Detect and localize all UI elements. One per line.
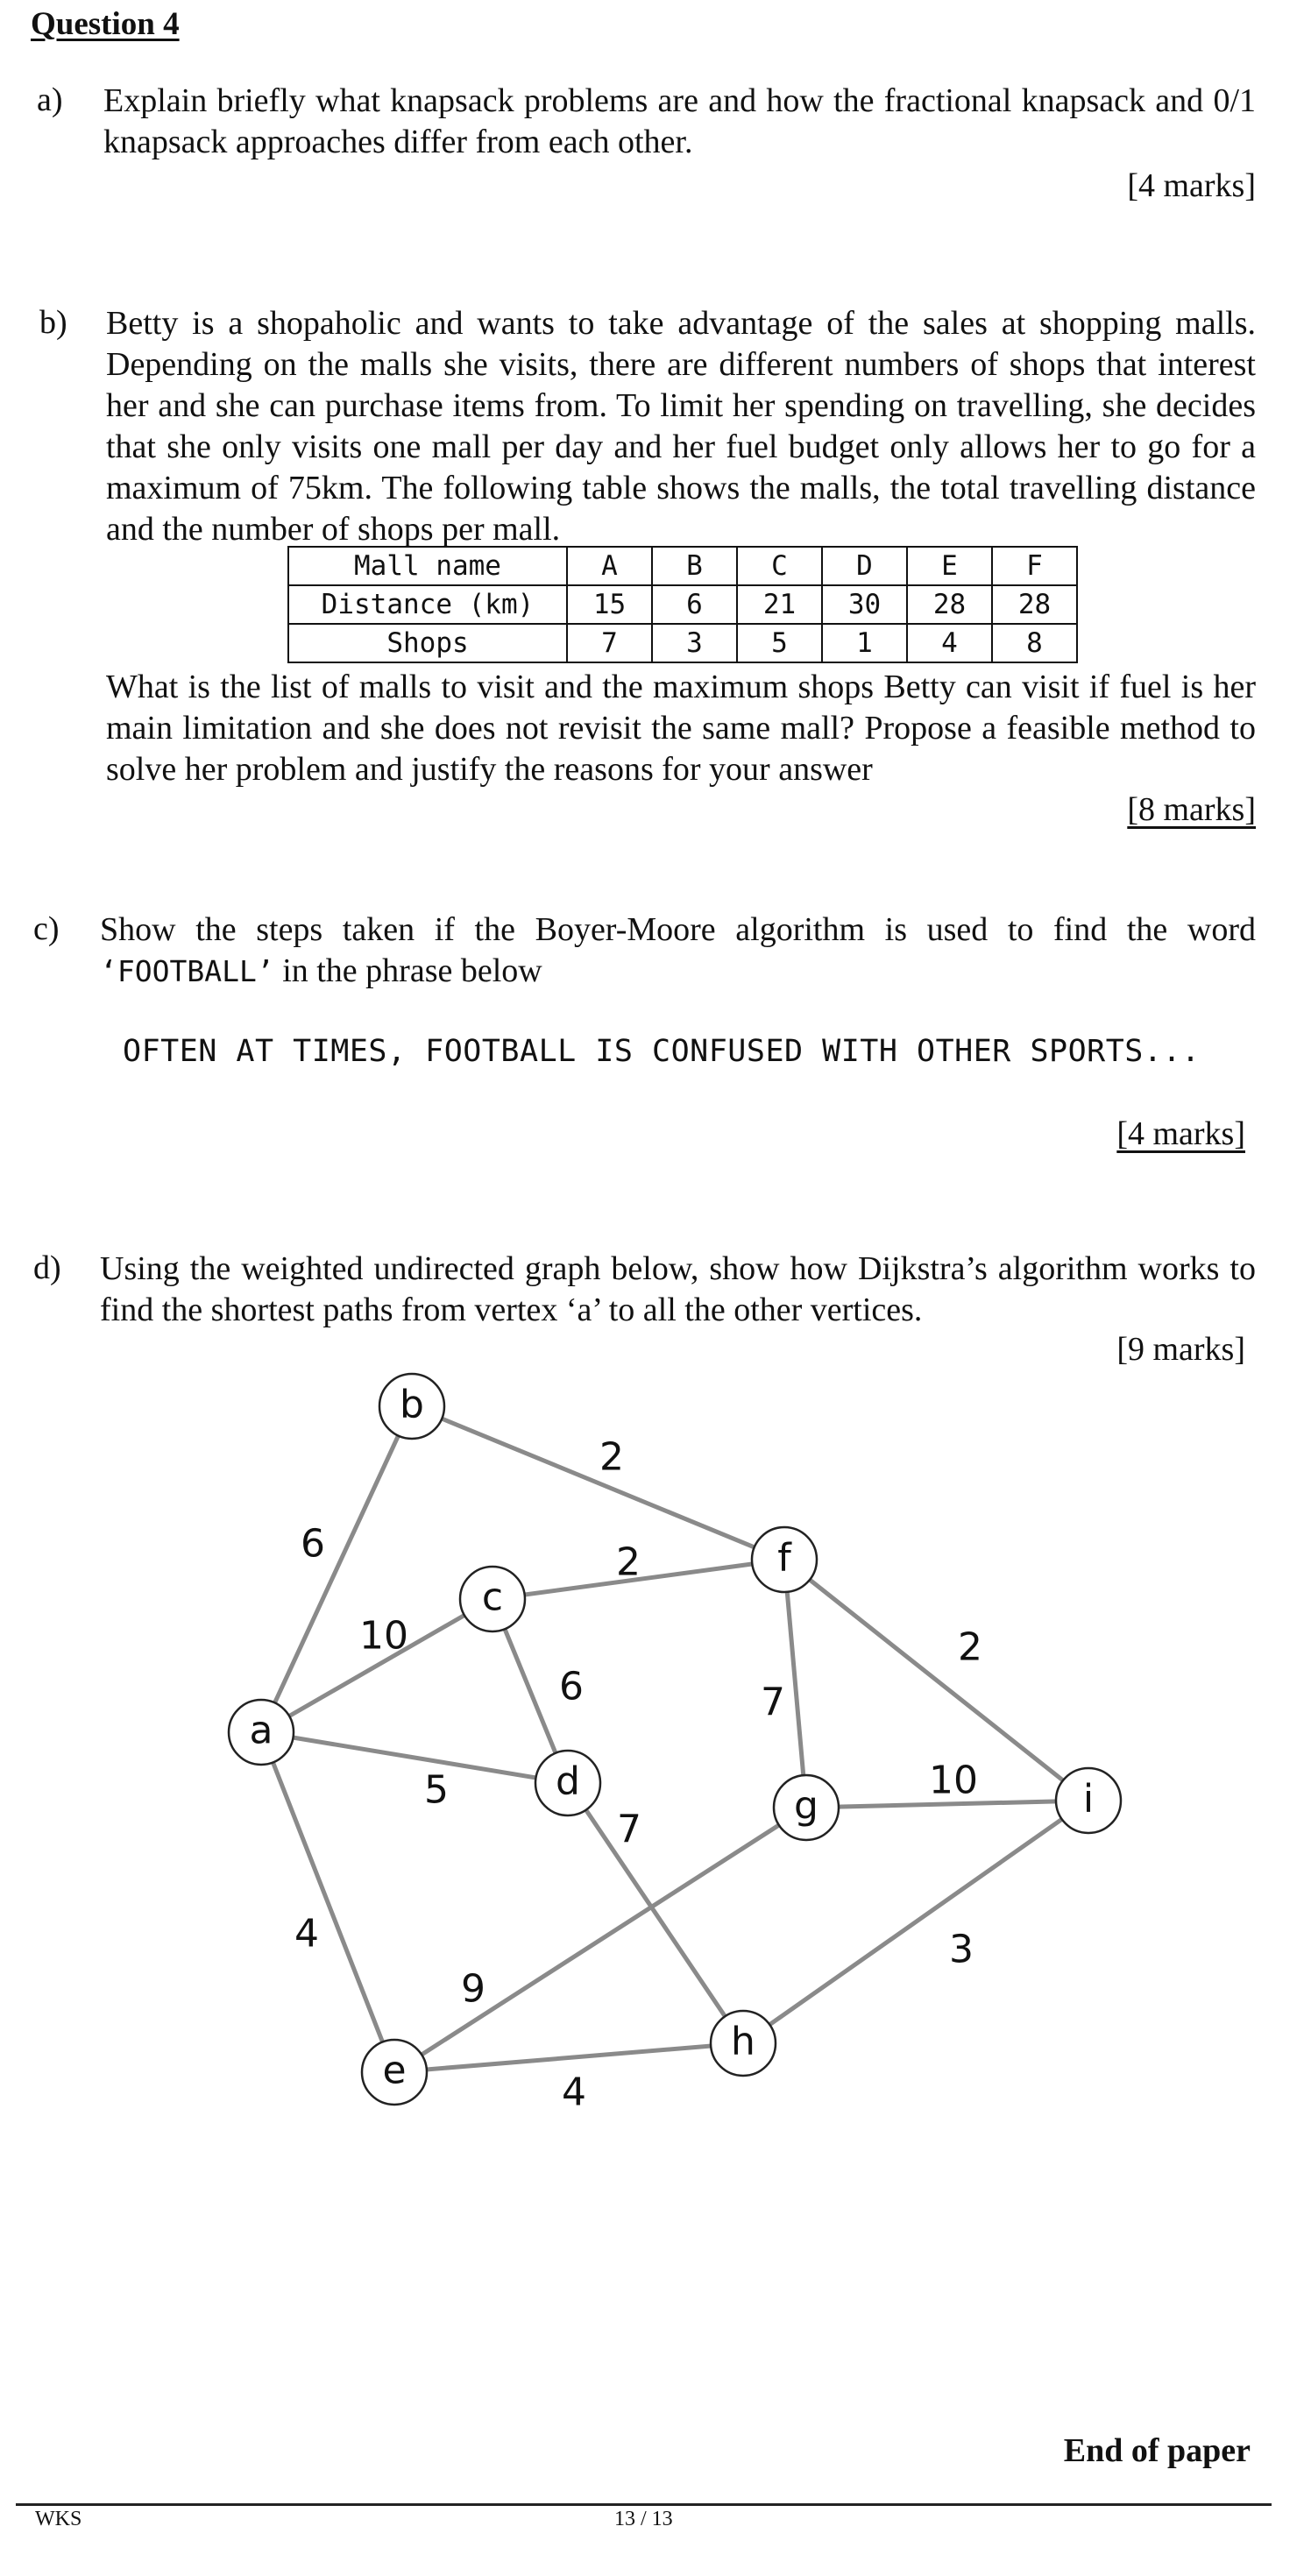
edge-weight-c-d: 6 xyxy=(559,1664,584,1709)
shops-cell: 8 xyxy=(992,624,1077,662)
edge-weight-h-i: 3 xyxy=(949,1927,974,1972)
edge-a-d xyxy=(261,1732,568,1783)
vertex-label: f xyxy=(777,1535,791,1581)
edge-weight-a-d: 5 xyxy=(424,1767,449,1813)
edge-weight-f-i: 2 xyxy=(958,1624,982,1670)
edge-a-b xyxy=(261,1406,412,1732)
part-a-text: Explain briefly what knapsack problems are and how the fractional knapsack and 0/1 knapsack approaches differ from each other. xyxy=(103,82,1256,160)
vertex-h xyxy=(711,2011,776,2076)
distance-cell: 21 xyxy=(737,585,822,624)
shops-cell: 5 xyxy=(737,624,822,662)
part-d-marks: [9 marks] xyxy=(1116,1331,1245,1368)
vertex-e xyxy=(362,2040,427,2105)
row-header-distance: Distance (km) xyxy=(288,585,567,624)
vertex-label: g xyxy=(794,1783,818,1829)
row-header-shops: Shops xyxy=(288,624,567,662)
row-header-mall-name: Mall name xyxy=(288,547,567,585)
edge-d-h xyxy=(568,1783,743,2043)
vertex-b xyxy=(379,1374,444,1439)
page-number: 13 / 13 xyxy=(614,2508,673,2530)
part-a-marks: [4 marks] xyxy=(1127,167,1256,204)
part-b-question: What is the list of malls to visit and the maximum shops Betty can visit if fuel is her main limitation and she does not revisit the same mall? Propose a feasible method to solve her problem and justify the reasons for your answer xyxy=(106,669,1256,788)
part-c-marks: [4 marks] xyxy=(1116,1115,1245,1152)
edge-weight-c-f: 2 xyxy=(616,1539,641,1585)
shops-cell: 3 xyxy=(652,624,737,662)
vertex-g xyxy=(774,1775,839,1840)
mall-cell: D xyxy=(822,547,907,585)
edge-a-e xyxy=(261,1732,394,2072)
edge-weight-g-i: 10 xyxy=(929,1758,978,1803)
edge-e-h xyxy=(394,2043,743,2072)
shops-cell: 1 xyxy=(822,624,907,662)
edge-weight-b-f: 2 xyxy=(599,1434,624,1480)
distance-cell: 28 xyxy=(907,585,992,624)
end-of-paper: End of paper xyxy=(1063,2432,1251,2469)
part-d-label: d) xyxy=(33,1249,61,1286)
mall-cell: B xyxy=(652,547,737,585)
edge-b-f xyxy=(412,1406,784,1560)
vertex-d xyxy=(535,1751,600,1815)
footer-author: WKS xyxy=(35,2508,82,2530)
part-c-text-after: in the phrase below xyxy=(273,952,542,989)
edge-f-g xyxy=(784,1560,806,1808)
vertex-label: a xyxy=(249,1708,273,1753)
part-b-marks: [8 marks] xyxy=(1127,791,1256,828)
vertex-label: i xyxy=(1082,1776,1095,1822)
edge-weight-a-e: 4 xyxy=(294,1911,319,1957)
mall-cell: E xyxy=(907,547,992,585)
part-b-label: b) xyxy=(39,304,67,341)
distance-cell: 6 xyxy=(652,585,737,624)
part-d-text: Using the weighted undirected graph below, show how Dijkstra’s algorithm works to find the shortest paths from vertex ‘a’ to all the other vertices. xyxy=(100,1250,1256,1328)
mall-cell: A xyxy=(567,547,652,585)
search-phrase: OFTEN AT TIMES, FOOTBALL IS CONFUSED WITH OTHER SPORTS... xyxy=(123,1034,1201,1069)
edge-weight-a-c: 10 xyxy=(359,1613,408,1659)
edge-weight-e-h: 4 xyxy=(562,2070,586,2115)
shops-cell: 4 xyxy=(907,624,992,662)
edge-weight-e-g: 9 xyxy=(461,1966,485,2012)
page-title: Question 4 xyxy=(31,6,180,42)
vertex-label: h xyxy=(731,2019,755,2064)
shops-cell: 7 xyxy=(567,624,652,662)
pattern-word: ‘FOOTBALL’ xyxy=(100,954,274,988)
part-b-text: Betty is a shopaholic and wants to take advantage of the sales at shopping malls. Depending on the malls she visits, there are different numbers of shops that interest her and she can purchase items from. To limit her spending on travelling, she decides that she only visits one mall per day and her fuel budget only allows her to go for a maximum of 75km. The following table shows the malls, the total travelling distance and the number of shops per mall. xyxy=(106,305,1256,548)
mall-cell: F xyxy=(992,547,1077,585)
footer-rule xyxy=(16,2503,1272,2506)
vertex-i xyxy=(1056,1768,1121,1833)
part-c-label-text: c) xyxy=(33,910,60,947)
edge-weight-d-h: 7 xyxy=(617,1807,641,1852)
vertex-a xyxy=(229,1700,294,1765)
vertex-c xyxy=(460,1567,525,1631)
edge-weight-a-b: 6 xyxy=(301,1521,325,1567)
vertex-label: e xyxy=(382,2048,407,2093)
distance-cell: 28 xyxy=(992,585,1077,624)
part-c-text-before: Show the steps taken if the Boyer-Moore algorithm is used to find the word xyxy=(100,911,1256,948)
edge-weight-f-g: 7 xyxy=(761,1680,785,1725)
part-a-label: a) xyxy=(37,81,63,118)
mall-cell: C xyxy=(737,547,822,585)
vertex-f xyxy=(752,1527,817,1592)
vertex-label: b xyxy=(400,1382,424,1427)
distance-cell: 15 xyxy=(567,585,652,624)
vertex-label: c xyxy=(481,1575,504,1620)
distance-cell: 30 xyxy=(822,585,907,624)
vertex-label: d xyxy=(556,1759,580,1804)
